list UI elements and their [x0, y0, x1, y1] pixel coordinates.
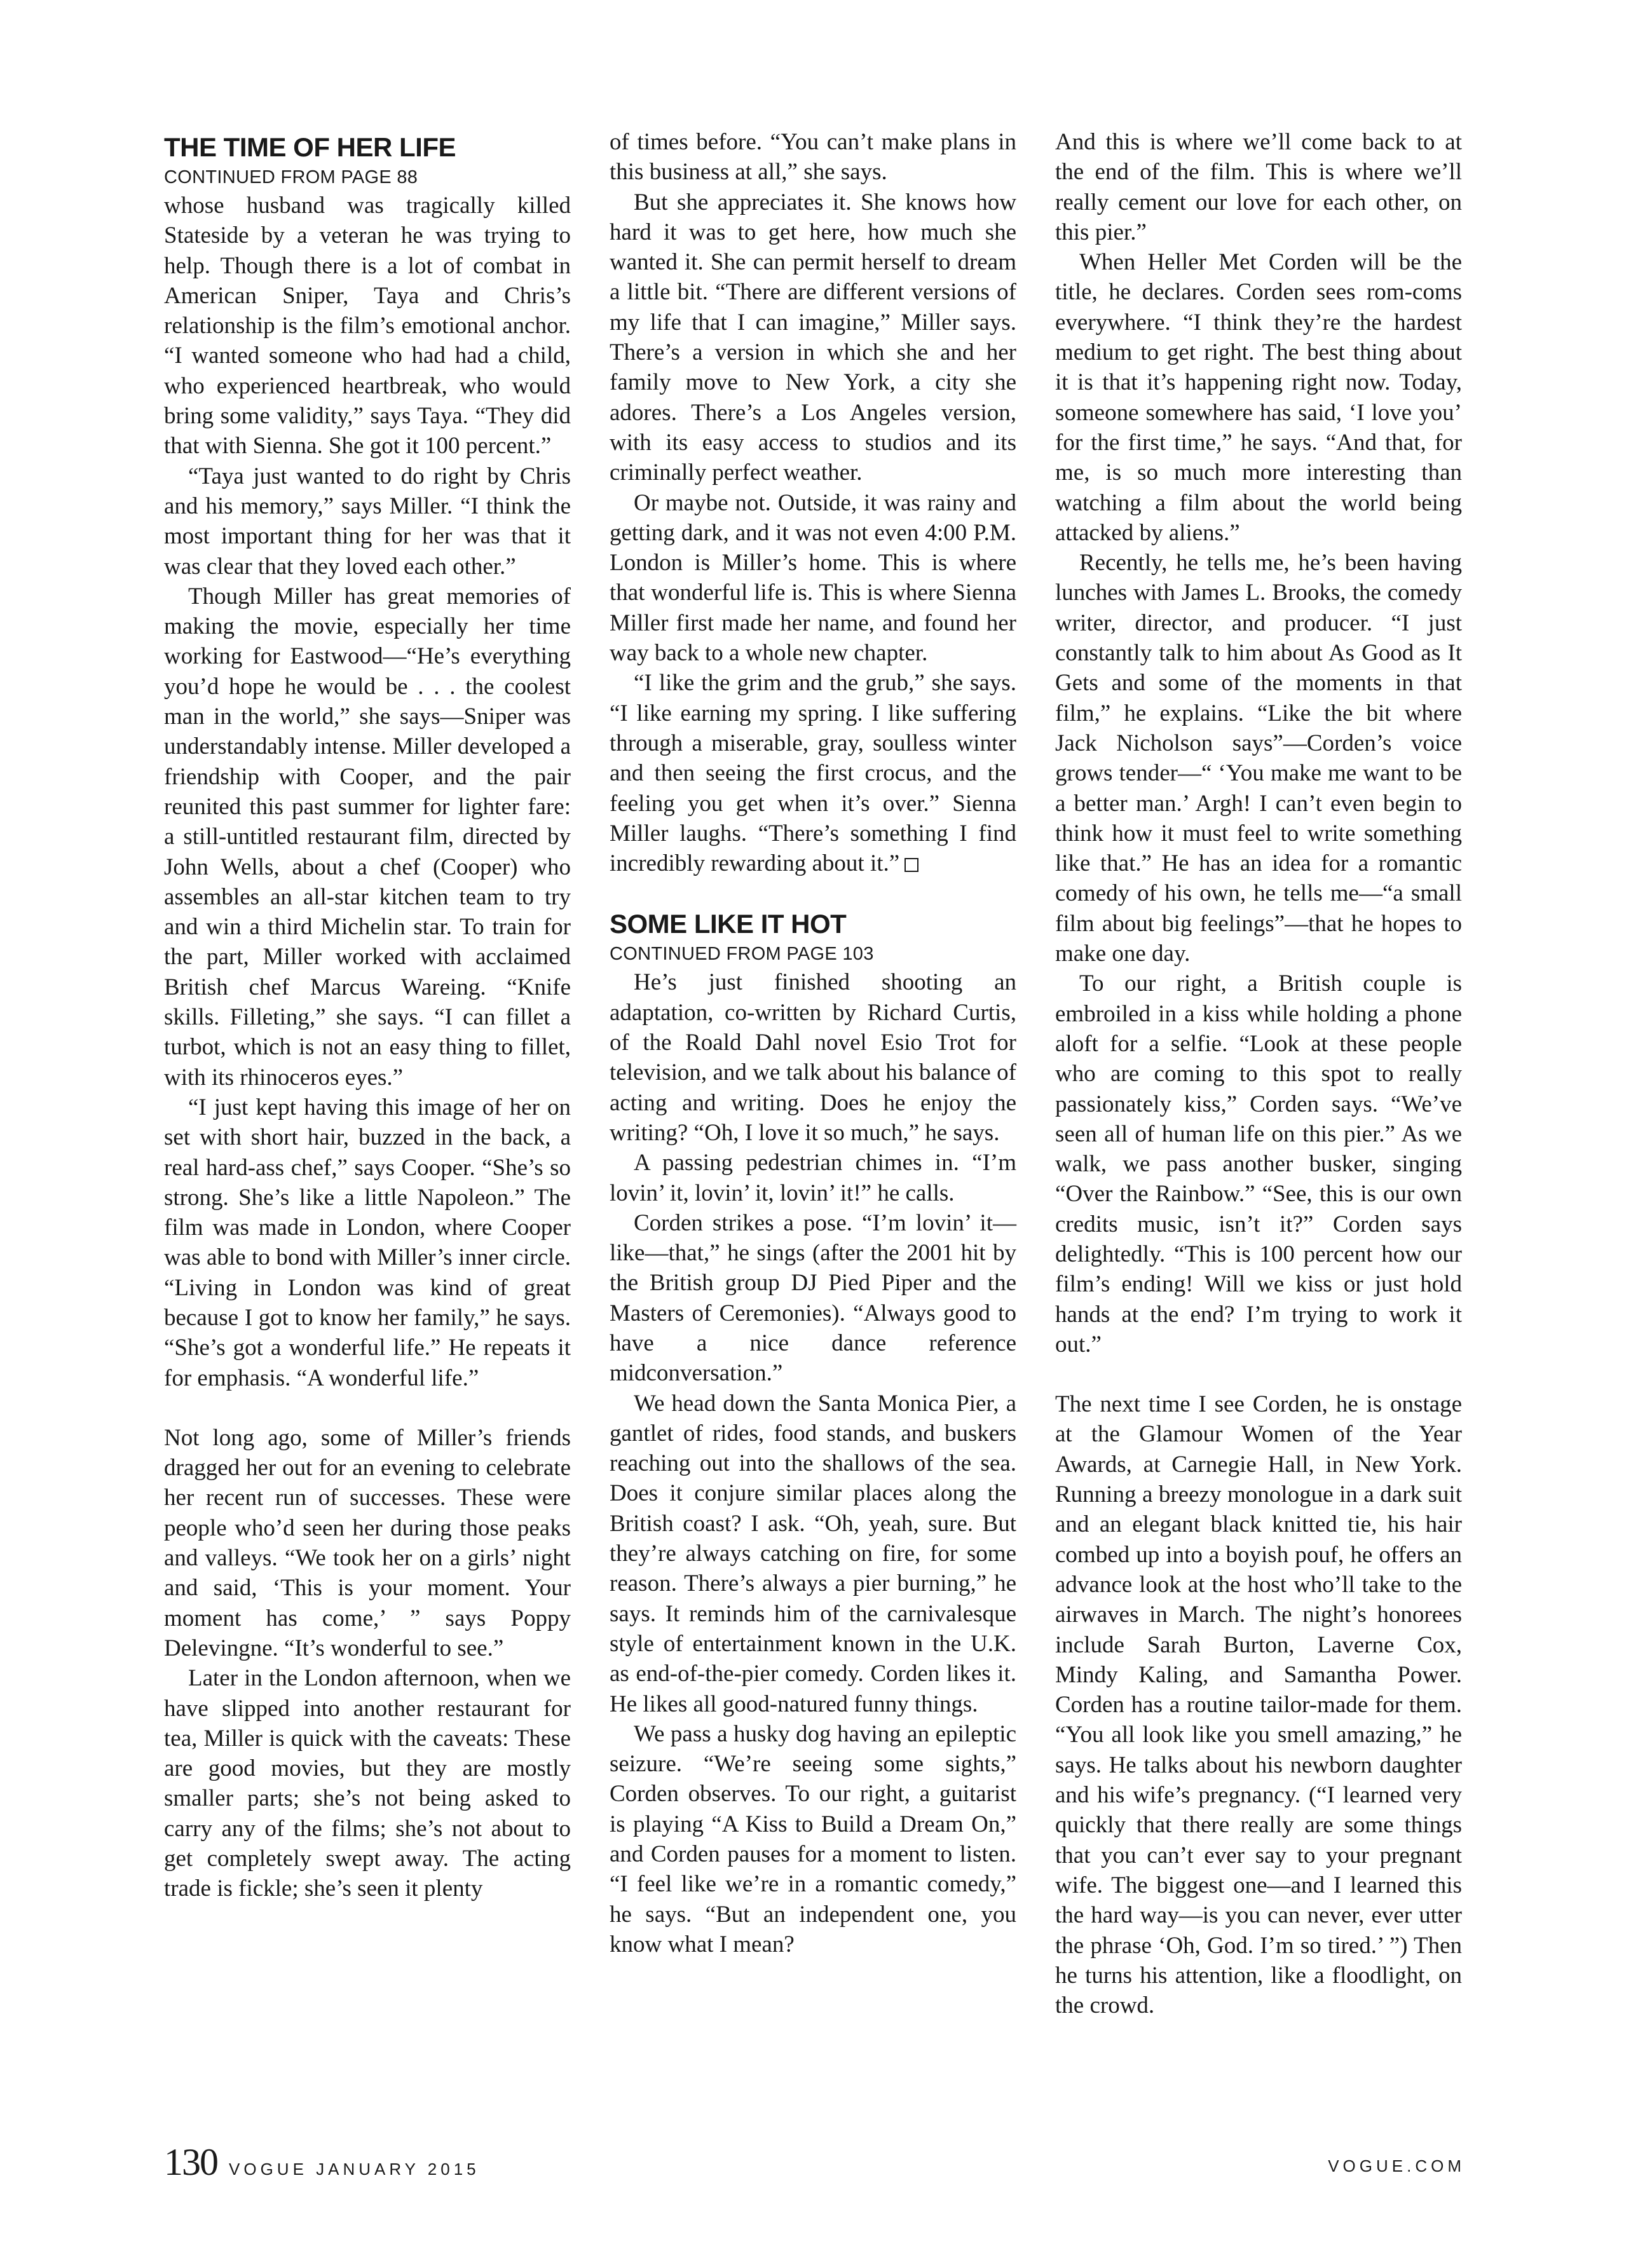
column-2	[610, 127, 1016, 1959]
paragraph: “Taya just wanted to do right by Chris and his memory,” says Miller. “I think the most important thing for her was that it was clear that they loved each other.”	[164, 463, 571, 580]
paragraph: We pass a husky dog having an epileptic seizure. “We’re seeing some sights,” Corden observes. To our right, a guitarist is playing “A Kiss to Build a Dream On,” and Corden pauses for a moment to listen. “I feel like we’re in a romantic comedy,” he says. “But an independent one, you know what I mean?	[610, 1720, 1016, 1957]
paragraph: of times before. “You can’t make plans in this business at all,” she says.	[610, 129, 1016, 186]
paragraph: Corden strikes a pose. “I’m lovin’ it—like—that,” he sings (after the 2001 hit by the British group DJ Pied Piper and the Masters of Ceremonies). “Always good to have a nice dance reference midconversation.”	[610, 1209, 1016, 1387]
paragraph: When Heller Met Corden will be the title, he declares. Corden sees rom-coms everywhere. “I think they’re the hardest medium to get right. The best thing about it is that it’s happening right now. Today, someone somewhere has said, ‘I love you’ for the first time,” he says. “And that, for me, is so much more interesting than watching a film about the world being attacked by aliens.”	[1055, 249, 1462, 546]
paragraph: Or maybe not. Outside, it was rainy and getting dark, and it was not even 4:00 P.M. London is Miller’s home. This is where that wonderful life is. This is where Sienna Miller first made her name, and found her way back to a whole new chapter.	[610, 489, 1016, 667]
page-number: 130	[164, 2141, 217, 2183]
paragraph: Not long ago, some of Miller’s friends dragged her out for an evening to celebrate her recent run of successes. These were people who’d seen her during those peaks and valleys. “We took her on a girls’ night and said, ‘This is your moment. Your moment has come,’ ” says Poppy Delevingne. “It’s wonderful to see.”	[164, 1424, 571, 1661]
paragraph: “I just kept having this image of her on set with short hair, buzzed in the back, a real hard-ass chef,” says Cooper. “She’s so strong. She’s like a little Napoleon.” The film was made in London, where Cooper was able to bond with Miller’s inner circle. “Living in London was kind of great because I got to know her family,” he says. “She’s got a wonderful life.” He repeats it for emphasis. “A wonderful life.”	[164, 1094, 571, 1391]
paragraph-text: “I like the grim and the grub,” she says. “I like earning my spring. I like suffering through a miserable, gray, soulless winter and then seeing the first crocus, and the feeling you get when it’s over.” Sienna Miller laughs. “There’s something I find incredibly rewarding about it.”	[610, 670, 1016, 877]
folio	[164, 2143, 480, 2181]
continued-from-label: CONTINUED FROM PAGE 88	[164, 167, 418, 187]
article-headline-time-of-her-life: THE TIME OF HER LIFE	[164, 132, 456, 162]
paragraph: To our right, a British couple is embroiled in a kiss while holding a phone aloft for a selfie. “Look at these people who are coming to this spot to really passionately kiss,” Corden says. “We’ve seen all of human life on this pier.” As we walk, we pass another busker, singing “Over the Rainbow.” “See, this is our own credits music, isn’t it?” Corden says delightedly. “This is 100 percent how our film’s ending! Will we kiss or just hold hands at the end? I’m trying to work it out.”	[1055, 970, 1462, 1358]
continued-from-label: CONTINUED FROM PAGE 103	[610, 944, 874, 965]
paragraph: And this is where we’ll come back to at the end of the film. This is where we’ll really cement our love for each other, on this pier.”	[1055, 129, 1462, 245]
paragraph: Though Miller has great memories of making the movie, especially her time working for Eastwood—“He’s everything you’d hope he would be . . . the coolest man in the world,” she says—Sniper was understandably intense. Miller developed a friendship with Cooper, and the pair reunited this past summer for lighter fare: a still-untitled restaurant film, directed by John Wells, about a chef (Cooper) who assembles an all-star kitchen team to try and win a third Michelin star. To train for the part, Miller worked with acclaimed British chef Marcus Wareing. “Knife skills. Filleting,” she says. “I can fillet a turbot, which is not an easy thing to fillet, with its rhinoceros eyes.”	[164, 583, 571, 1091]
column-3	[1055, 127, 1462, 2020]
paragraph: He’s just finished shooting an adaptation, co-written by Richard Curtis, of the Roald Dahl novel Esio Trot for television, and we talk about his balance of acting and writing. Does he enjoy the writing? “Oh, I love it so much,” he says.	[610, 969, 1016, 1146]
column-1	[164, 127, 571, 1904]
paragraph	[610, 668, 1016, 878]
paragraph: The next time I see Corden, he is onstage at the Glamour Women of the Year Awards, at Carnegie Hall, in New York. Running a breezy monologue in a dark suit and an elegant black knitted tie, his hair combed up into a boyish pouf, he offers an advance look at the host who’ll take to the airwaves in March. The night’s honorees include Sarah Burton, Laverne Cox, Mindy Kaling, and Samantha Power. Corden has a routine tailor-made for them. “You all look like you smell amazing,” he says. He talks about his newborn daughter and his wife’s pregnancy. (“I learned very quickly that there really are some things that you can’t ever say to your pregnant wife. The biggest one—and I learned this the hard way—is you can never, ever utter the phrase ‘Oh, God. I’m so tired.’ ”) Then he turns his attention, like a floodlight, on the crowd.	[1055, 1391, 1462, 2019]
article-headline-some-like-it-hot: SOME LIKE IT HOT	[610, 909, 847, 939]
paragraph: But she appreciates it. She knows how hard it was to get here, how much she wanted it. She can permit herself to dream a little bit. “There are different versions of my life that I can imagine,” Miller says. There’s a version in which she and her family move to New York, a city she adores. There’s a Los Angeles version, with its easy access to studios and its criminally perfect weather.	[610, 189, 1016, 486]
paragraph: We head down the Santa Monica Pier, a gantlet of rides, food stands, and buskers reaching out into the shallows of the sea. Does it conjure similar places along the British coast? I ask. “Oh, yeah, sure. But they’re always catching on fire, for some reason. There’s always a pier burning,” he says. It reminds him of the carnivalesque style of entertainment known in the U.K. as end-of-the-pier comedy. Corden likes it. He likes all good-natured funny things.	[610, 1390, 1016, 1717]
paragraph: A passing pedestrian chimes in. “I’m lovin’ it, lovin’ it, lovin’ it!” he calls.	[610, 1150, 1016, 1206]
paragraph: whose husband was tragically killed Stateside by a veteran he was trying to help. Though there is a lot of combat in American Sniper, Taya and Chris’s relationship is the film’s emotional anchor. “I wanted someone who had had a child, who experienced heartbreak, who would bring some validity,” says Taya. “They did that with Sienna. She got it 100 percent.”	[164, 193, 571, 459]
paragraph: Recently, he tells me, he’s been having lunches with James L. Brooks, the comedy writer, director, and producer. “I just constantly talk to him about As Good as It Gets and some of the moments in that film,” he explains. “Like the bit where Jack Nicholson says”—Corden’s voice grows tender—“ ‘You make me want to be a better man.’ Argh! I can’t even begin to think how it must feel to write something like that.” He has an idea for a romantic comedy of his own, he tells me—“a small film about big feelings”—that he hopes to make one day.	[1055, 550, 1462, 967]
publication-label: VOGUE JANUARY 2015	[229, 2160, 480, 2179]
end-of-article-mark	[905, 858, 918, 872]
site-label: VOGUE.COM	[1328, 2156, 1465, 2175]
paragraph: Later in the London afternoon, when we have slipped into another restaurant for tea, Miller is quick with the caveats: These are good movies, but they are mostly smaller parts; she’s not being asked to carry any of the films; she’s not about to get completely swept away. The acting trade is fickle; she’s seen it plenty	[164, 1665, 571, 1902]
